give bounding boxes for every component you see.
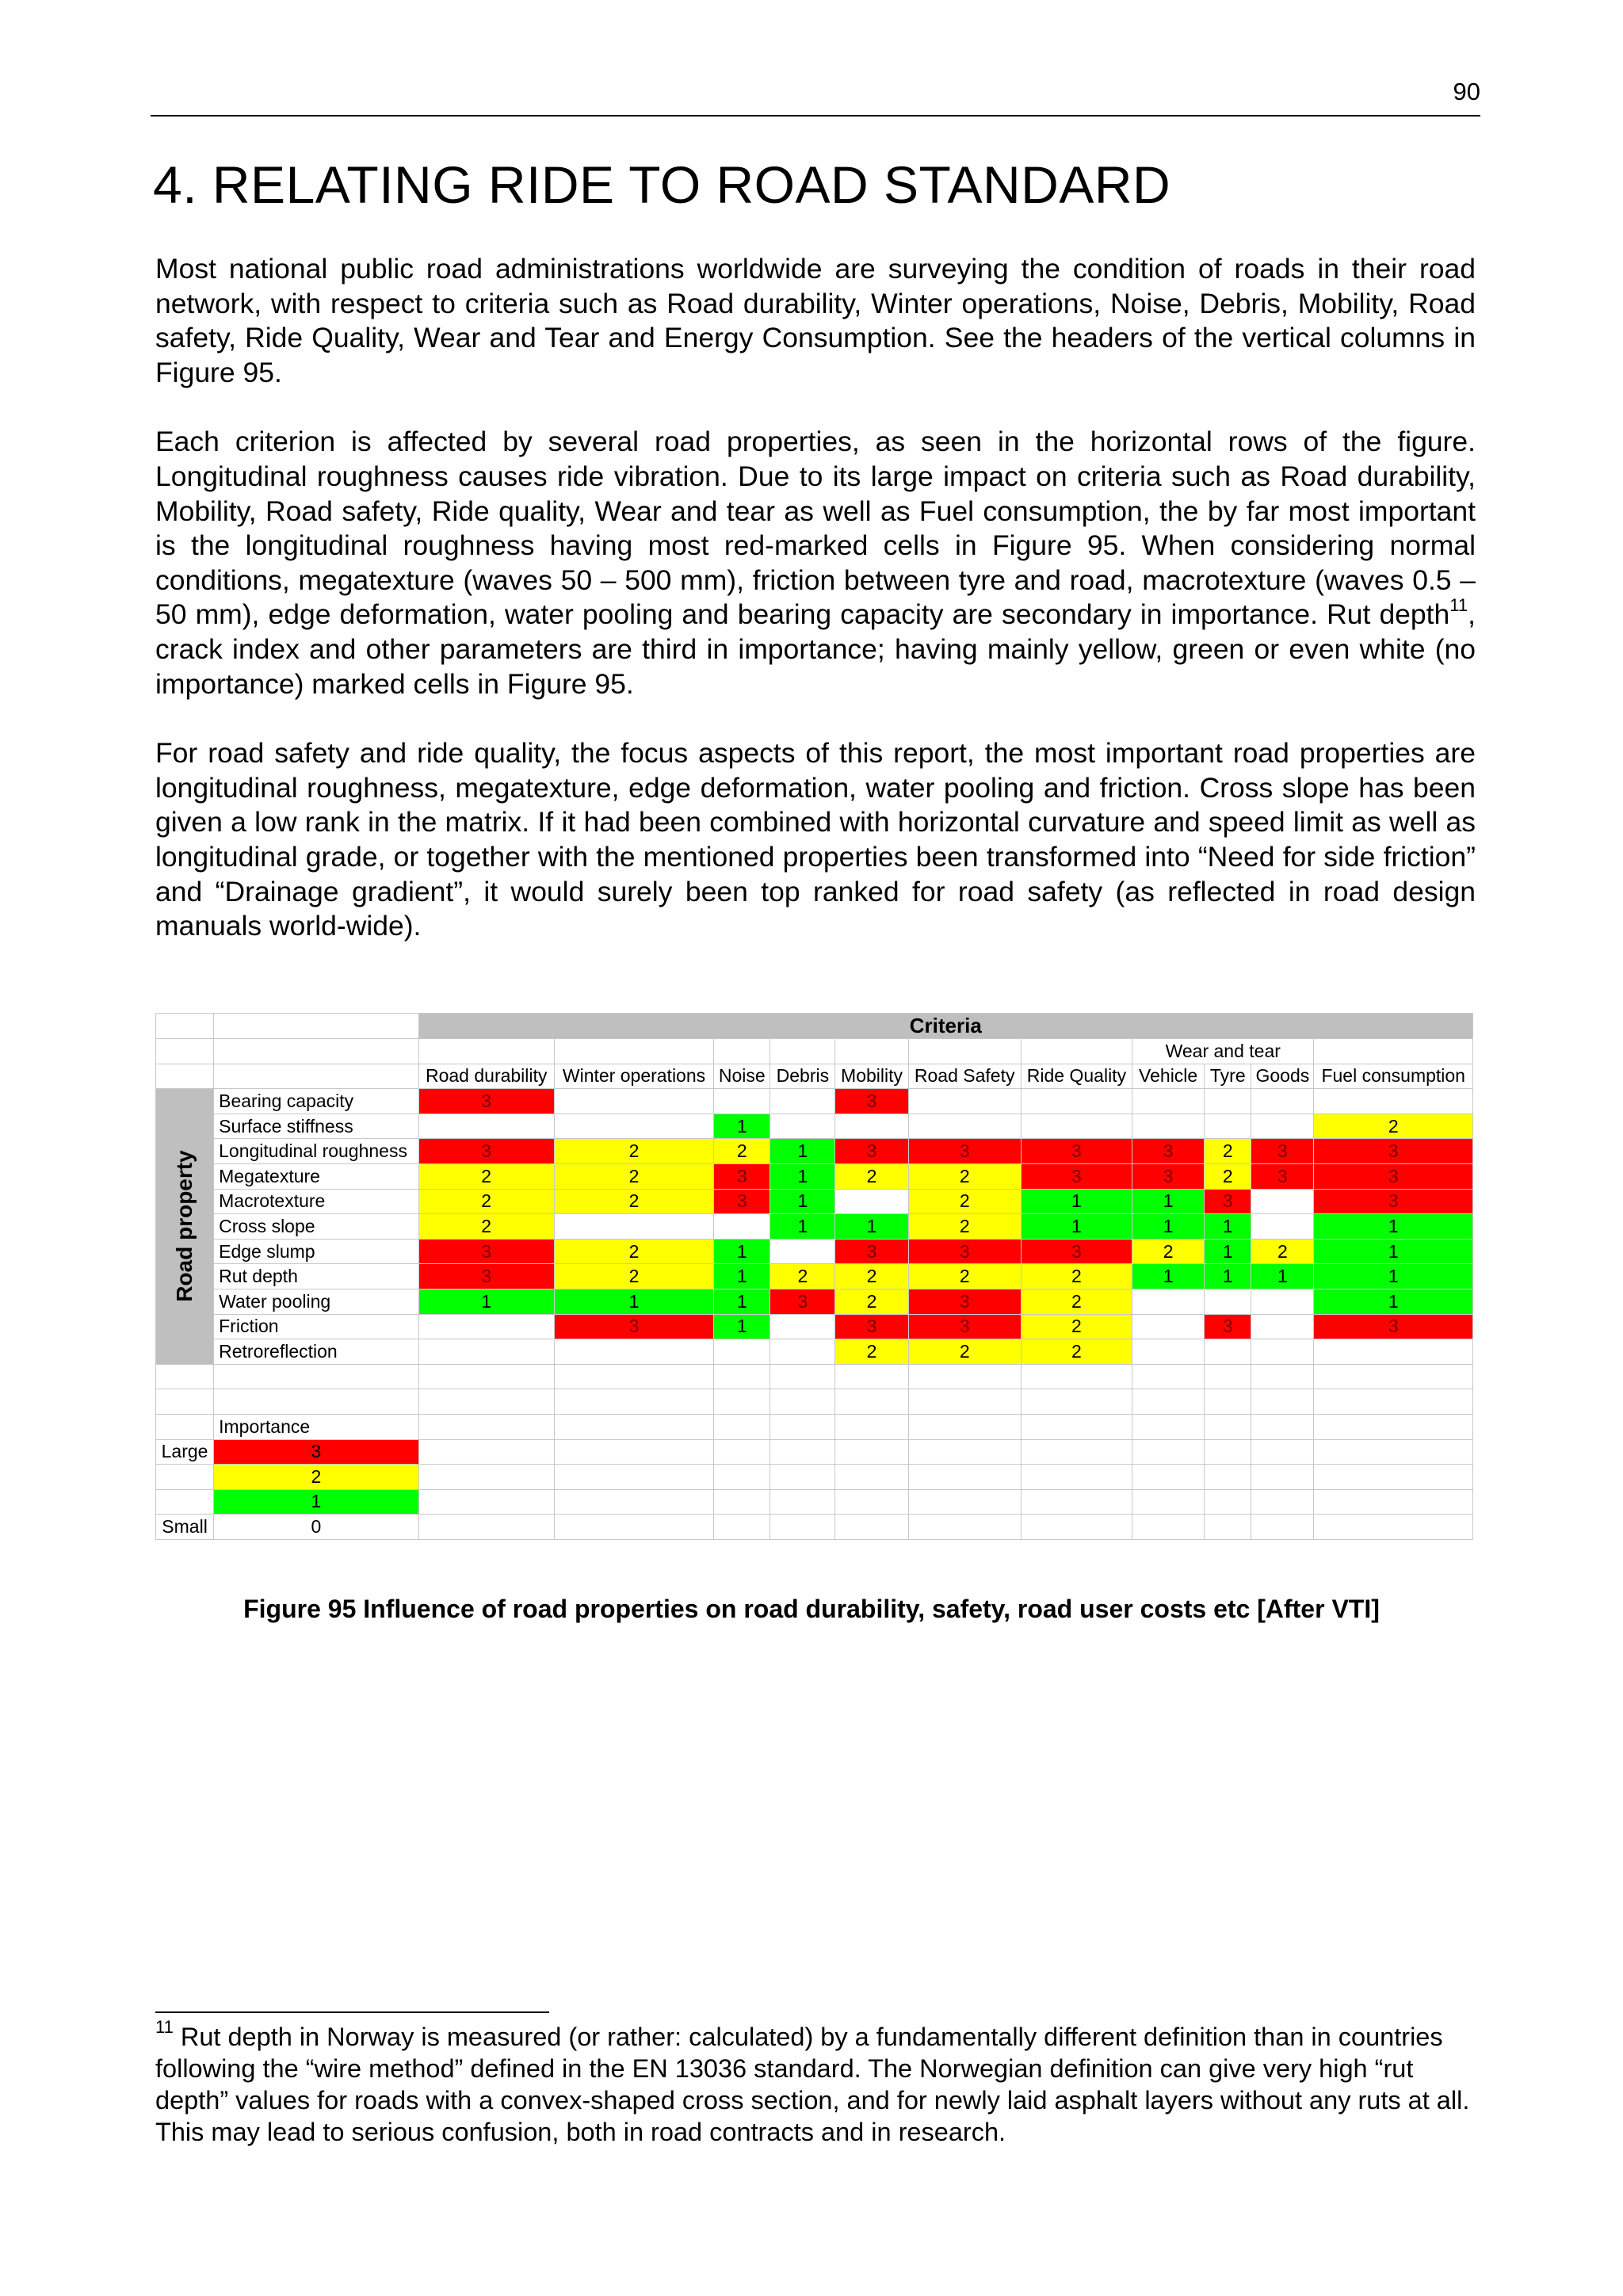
- matrix-cell: 3: [1132, 1139, 1205, 1164]
- matrix-cell: 3: [418, 1089, 554, 1114]
- matrix-cell: [1251, 1114, 1314, 1139]
- matrix-cell: 2: [554, 1189, 713, 1214]
- matrix-cell: 3: [418, 1264, 554, 1289]
- empty-cell: [554, 1465, 713, 1490]
- matrix-cell: [835, 1189, 908, 1214]
- paragraph-2-part-a: Each criterion is affected by several road properties, as seen in the horizontal rows of the figure. Longitudinal roughness causes ride vibration. Due to its large impact on criteria such as Road durability, Mobility, Road safety, Ride quality, Wear and tear as well as Fuel consumption, the by far most important is the longitudinal roughness having most red-marked cells in Figure 95. When considering normal conditions, megatexture (waves 50 – 500 mm), friction between tyre and road, macrotexture (waves 0.5 – 50 mm), edge deformation, water pooling and bearing capacity are secondary in importance. Rut depth: [155, 426, 1476, 631]
- matrix-cell: 2: [908, 1264, 1021, 1289]
- empty-cell: [770, 1465, 835, 1490]
- empty-cell: [156, 1014, 214, 1039]
- empty-cell: [714, 1039, 770, 1064]
- empty-cell: [1314, 1515, 1473, 1540]
- empty-cell: [1132, 1515, 1205, 1540]
- empty-cell: [908, 1389, 1021, 1415]
- empty-cell: [1251, 1414, 1314, 1439]
- matrix-cell: 3: [908, 1314, 1021, 1339]
- empty-cell: [1132, 1389, 1205, 1415]
- matrix-cell: [1132, 1089, 1205, 1114]
- matrix-cell: 3: [1251, 1139, 1314, 1164]
- empty-cell: [714, 1364, 770, 1389]
- matrix-cell: 3: [908, 1289, 1021, 1314]
- column-header: Road durability: [418, 1064, 554, 1089]
- column-header: Fuel consumption: [1314, 1064, 1473, 1089]
- header-rule: [151, 115, 1480, 117]
- matrix-cell: 3: [714, 1163, 770, 1189]
- empty-cell: [1021, 1439, 1132, 1465]
- footnote: [155, 2017, 1476, 2148]
- matrix-cell: 2: [908, 1163, 1021, 1189]
- matrix-cell: [554, 1089, 713, 1114]
- matrix-cell: 1: [1205, 1239, 1251, 1264]
- importance-matrix: [155, 1013, 1473, 1540]
- legend-title: Importance: [214, 1414, 418, 1439]
- empty-cell: [554, 1515, 713, 1540]
- legend-swatch: 0: [214, 1515, 418, 1540]
- matrix-cell: 1: [770, 1139, 835, 1164]
- empty-cell: [214, 1039, 418, 1064]
- empty-cell: [214, 1364, 418, 1389]
- matrix-cell: 3: [835, 1239, 908, 1264]
- row-label: Longitudinal roughness: [214, 1139, 418, 1164]
- matrix-cell: 2: [554, 1139, 713, 1164]
- empty-cell: [1314, 1364, 1473, 1389]
- empty-cell: [908, 1465, 1021, 1490]
- table-row: [156, 1339, 1473, 1365]
- empty-cell: [156, 1389, 214, 1415]
- matrix-cell: 1: [714, 1239, 770, 1264]
- legend-title-row: [156, 1414, 1473, 1439]
- empty-cell: [835, 1039, 908, 1064]
- matrix-cell: 3: [1205, 1189, 1251, 1214]
- matrix-cell: [418, 1114, 554, 1139]
- paragraph-2-part-b: , crack index and other parameters are third in importance; having mainly yellow, green or even white (no importance) marked cells in Figure 95.: [155, 598, 1476, 700]
- empty-cell: [1251, 1389, 1314, 1415]
- legend-row: [156, 1465, 1473, 1490]
- empty-cell: [1251, 1515, 1314, 1540]
- matrix-cell: 2: [1132, 1239, 1205, 1264]
- matrix-cell: [1205, 1289, 1251, 1314]
- matrix-cell: [1021, 1089, 1132, 1114]
- matrix-cell: 3: [908, 1139, 1021, 1164]
- table-row: [156, 1264, 1473, 1289]
- matrix-cell: [1314, 1339, 1473, 1365]
- matrix-cell: 3: [1021, 1239, 1132, 1264]
- empty-cell: [1132, 1465, 1205, 1490]
- matrix-cell: 1: [1314, 1214, 1473, 1240]
- empty-cell: [714, 1414, 770, 1439]
- matrix-cell: [1251, 1189, 1314, 1214]
- matrix-cell: 3: [1132, 1163, 1205, 1189]
- empty-cell: [1132, 1364, 1205, 1389]
- empty-cell: [554, 1039, 713, 1064]
- matrix-cell: [554, 1214, 713, 1240]
- empty-cell: [1314, 1439, 1473, 1465]
- empty-cell: [770, 1414, 835, 1439]
- page-number: 90: [1453, 78, 1480, 105]
- legend-row: [156, 1439, 1473, 1465]
- table-row: [156, 1089, 1473, 1114]
- empty-cell: [908, 1039, 1021, 1064]
- legend-row: [156, 1489, 1473, 1515]
- empty-cell: [156, 1414, 214, 1439]
- empty-cell: [1314, 1465, 1473, 1490]
- empty-cell: [1021, 1489, 1132, 1515]
- row-label: Cross slope: [214, 1214, 418, 1240]
- matrix-cell: 3: [418, 1139, 554, 1164]
- matrix-cell: 3: [418, 1239, 554, 1264]
- empty-cell: [156, 1064, 214, 1089]
- empty-cell: [1314, 1389, 1473, 1415]
- empty-cell: [554, 1414, 713, 1439]
- matrix-cell: [1132, 1289, 1205, 1314]
- empty-cell: [770, 1039, 835, 1064]
- matrix-cell: [418, 1339, 554, 1365]
- matrix-cell: [908, 1114, 1021, 1139]
- matrix-cell: 2: [418, 1189, 554, 1214]
- matrix-cell: 3: [554, 1314, 713, 1339]
- matrix-cell: [1251, 1314, 1314, 1339]
- empty-cell: [714, 1389, 770, 1415]
- empty-cell: [770, 1489, 835, 1515]
- matrix-cell: 2: [714, 1139, 770, 1164]
- empty-cell: [1132, 1489, 1205, 1515]
- empty-cell: [214, 1014, 418, 1039]
- legend-swatch: 2: [214, 1465, 418, 1490]
- empty-cell: [835, 1364, 908, 1389]
- empty-cell: [908, 1515, 1021, 1540]
- table-row: [156, 1214, 1473, 1240]
- column-header: Road Safety: [908, 1064, 1021, 1089]
- empty-cell: [418, 1515, 554, 1540]
- empty-cell: [554, 1364, 713, 1389]
- empty-cell: [1205, 1489, 1251, 1515]
- matrix-cell: 2: [1021, 1264, 1132, 1289]
- legend-swatch: 3: [214, 1439, 418, 1465]
- empty-cell: [1021, 1389, 1132, 1415]
- matrix-cell: 3: [1251, 1163, 1314, 1189]
- matrix-cell: [908, 1089, 1021, 1114]
- matrix-cell: [1132, 1114, 1205, 1139]
- matrix-cell: 2: [1021, 1314, 1132, 1339]
- criteria-heading: Criteria: [418, 1014, 1472, 1039]
- table-row: [156, 1239, 1473, 1264]
- matrix-cell: [554, 1339, 713, 1365]
- matrix-cell: 1: [1251, 1264, 1314, 1289]
- empty-cell: [156, 1364, 214, 1389]
- table-row: [156, 1314, 1473, 1339]
- empty-cell: [1021, 1515, 1132, 1540]
- section-title: 4. RELATING RIDE TO ROAD STANDARD: [153, 155, 1171, 214]
- matrix-cell: 1: [418, 1289, 554, 1314]
- empty-cell: [770, 1389, 835, 1415]
- matrix-cell: 1: [1314, 1264, 1473, 1289]
- matrix-cell: 2: [770, 1264, 835, 1289]
- matrix-cell: 3: [714, 1189, 770, 1214]
- row-label: Macrotexture: [214, 1189, 418, 1214]
- empty-cell: [770, 1439, 835, 1465]
- matrix-cell: [1021, 1114, 1132, 1139]
- row-label: Surface stiffness: [214, 1114, 418, 1139]
- matrix-cell: 2: [1205, 1139, 1251, 1164]
- empty-cell: [418, 1439, 554, 1465]
- matrix-cell: 3: [908, 1239, 1021, 1264]
- column-header: Tyre: [1205, 1064, 1251, 1089]
- matrix-cell: 1: [770, 1189, 835, 1214]
- matrix-cell: 2: [908, 1189, 1021, 1214]
- row-label: Megatexture: [214, 1163, 418, 1189]
- matrix-cell: [714, 1214, 770, 1240]
- matrix-cell: 1: [770, 1163, 835, 1189]
- matrix-cell: [1314, 1089, 1473, 1114]
- empty-cell: [908, 1414, 1021, 1439]
- footnote-mark: 11: [155, 2017, 174, 2038]
- empty-cell: [418, 1389, 554, 1415]
- matrix-cell: [1205, 1114, 1251, 1139]
- matrix-cell: 2: [908, 1214, 1021, 1240]
- matrix-cell: [1132, 1314, 1205, 1339]
- empty-cell: [1205, 1439, 1251, 1465]
- road-property-text: Road property: [172, 1150, 197, 1303]
- table-row: [156, 1189, 1473, 1214]
- matrix-cell: 1: [1314, 1289, 1473, 1314]
- footnote-rule: [155, 2011, 549, 2013]
- footnote-ref[interactable]: 11: [1449, 594, 1468, 615]
- empty-cell: [1205, 1515, 1251, 1540]
- column-header: Vehicle: [1132, 1064, 1205, 1089]
- paragraph-1: Most national public road administrations worldwide are surveying the condition of roads in their road network, with respect to criteria such as Road durability, Winter operations, Noise, Debris, Mobility, Road safety, Ride Quality, Wear and Tear and Energy Consumption. See the headers of the vertical columns in Figure 95.: [155, 253, 1476, 388]
- empty-cell: [714, 1439, 770, 1465]
- column-header: Ride Quality: [1021, 1064, 1132, 1089]
- empty-cell: [835, 1465, 908, 1490]
- paragraph-3: For road safety and ride quality, the focus aspects of this report, the most important road properties are longitudinal roughness, megatexture, edge deformation, water pooling and friction. Cross slope has been given a low rank in the matrix. If it had been combined with horizontal curvature and speed limit as well as longitudinal grade, or together with the mentioned properties been transformed into “Need for side friction” and “Drainage gradient”, it would surely been top ranked for road safety (as reflected in road design manuals world-wide).: [155, 737, 1476, 942]
- matrix-cell: 2: [554, 1264, 713, 1289]
- matrix-cell: [714, 1089, 770, 1114]
- matrix-cell: 2: [418, 1214, 554, 1240]
- empty-cell: [1314, 1414, 1473, 1439]
- column-header: Goods: [1251, 1064, 1314, 1089]
- column-header: Winter operations: [554, 1064, 713, 1089]
- empty-cell: [554, 1389, 713, 1415]
- matrix-cell: 2: [1251, 1239, 1314, 1264]
- matrix-cell: 1: [835, 1214, 908, 1240]
- empty-cell: [1021, 1414, 1132, 1439]
- matrix-cell: [770, 1314, 835, 1339]
- empty-cell: [1132, 1414, 1205, 1439]
- empty-cell: [1205, 1364, 1251, 1389]
- empty-cell: [418, 1489, 554, 1515]
- empty-cell: [554, 1439, 713, 1465]
- row-label: Rut depth: [214, 1264, 418, 1289]
- empty-cell: [1314, 1489, 1473, 1515]
- matrix-cell: 2: [418, 1163, 554, 1189]
- empty-cell: [908, 1364, 1021, 1389]
- matrix-cell: 2: [554, 1239, 713, 1264]
- matrix-cell: 3: [770, 1289, 835, 1314]
- matrix-cell: [418, 1314, 554, 1339]
- empty-cell: [1021, 1465, 1132, 1490]
- matrix-cell: 2: [908, 1339, 1021, 1365]
- matrix-cell: 1: [1132, 1214, 1205, 1240]
- matrix-cell: 1: [1132, 1189, 1205, 1214]
- wear-header-row: [156, 1039, 1473, 1064]
- empty-cell: [714, 1515, 770, 1540]
- matrix-cell: 3: [1021, 1139, 1132, 1164]
- road-property-label: [156, 1089, 214, 1365]
- empty-cell: [1021, 1364, 1132, 1389]
- empty-row: [156, 1389, 1473, 1415]
- matrix-cell: 2: [1205, 1163, 1251, 1189]
- empty-cell: [835, 1515, 908, 1540]
- legend-swatch: 1: [214, 1489, 418, 1515]
- matrix-cell: 2: [835, 1264, 908, 1289]
- matrix-cell: 3: [1314, 1163, 1473, 1189]
- empty-cell: [714, 1489, 770, 1515]
- matrix-cell: [770, 1089, 835, 1114]
- matrix-cell: 1: [714, 1289, 770, 1314]
- empty-cell: [908, 1489, 1021, 1515]
- row-label: Friction: [214, 1314, 418, 1339]
- matrix-cell: 2: [835, 1289, 908, 1314]
- matrix-cell: [714, 1339, 770, 1365]
- empty-row: [156, 1364, 1473, 1389]
- empty-cell: [418, 1039, 554, 1064]
- row-label: Bearing capacity: [214, 1089, 418, 1114]
- matrix-cell: 1: [714, 1264, 770, 1289]
- matrix-cell: [1205, 1339, 1251, 1365]
- legend-large-label: Large: [156, 1439, 214, 1465]
- empty-cell: [1132, 1439, 1205, 1465]
- column-header-row: [156, 1064, 1473, 1089]
- paragraph-2: [155, 425, 1476, 701]
- empty-cell: [908, 1439, 1021, 1465]
- matrix-cell: 1: [714, 1314, 770, 1339]
- matrix-cell: [1251, 1289, 1314, 1314]
- row-label: Edge slump: [214, 1239, 418, 1264]
- legend-row: [156, 1515, 1473, 1540]
- matrix-cell: 3: [1314, 1314, 1473, 1339]
- empty-cell: [1021, 1039, 1132, 1064]
- matrix-cell: 3: [1314, 1139, 1473, 1164]
- matrix-cell: 3: [1021, 1163, 1132, 1189]
- empty-cell: [770, 1515, 835, 1540]
- empty-cell: [214, 1389, 418, 1415]
- table-row: [156, 1163, 1473, 1189]
- matrix-cell: [770, 1239, 835, 1264]
- matrix-cell: [770, 1339, 835, 1365]
- legend-side-label: [156, 1489, 214, 1515]
- matrix-cell: 3: [1314, 1189, 1473, 1214]
- matrix-cell: [770, 1114, 835, 1139]
- criteria-header-row: [156, 1014, 1473, 1039]
- matrix-cell: 3: [835, 1089, 908, 1114]
- table-row: [156, 1289, 1473, 1314]
- empty-cell: [1251, 1364, 1314, 1389]
- matrix-cell: 2: [554, 1163, 713, 1189]
- empty-cell: [835, 1414, 908, 1439]
- empty-cell: [1251, 1489, 1314, 1515]
- empty-cell: [1205, 1389, 1251, 1415]
- matrix-cell: 1: [1021, 1189, 1132, 1214]
- matrix-cell: 2: [1021, 1339, 1132, 1365]
- empty-cell: [418, 1414, 554, 1439]
- matrix-cell: 2: [835, 1163, 908, 1189]
- empty-cell: [835, 1439, 908, 1465]
- empty-cell: [418, 1465, 554, 1490]
- matrix-cell: 1: [1205, 1264, 1251, 1289]
- table-row: [156, 1139, 1473, 1164]
- matrix-cell: 1: [1132, 1264, 1205, 1289]
- matrix-cell: 1: [1314, 1239, 1473, 1264]
- matrix-cell: 1: [1021, 1214, 1132, 1240]
- matrix-cell: 3: [835, 1314, 908, 1339]
- row-label: Retroreflection: [214, 1339, 418, 1365]
- matrix-cell: 2: [1021, 1289, 1132, 1314]
- column-header: Noise: [714, 1064, 770, 1089]
- empty-cell: [714, 1465, 770, 1490]
- row-label: Water pooling: [214, 1289, 418, 1314]
- matrix-cell: 1: [770, 1214, 835, 1240]
- body-text: [155, 252, 1476, 979]
- column-header: Debris: [770, 1064, 835, 1089]
- matrix-cell: 3: [835, 1139, 908, 1164]
- column-header: Mobility: [835, 1064, 908, 1089]
- matrix-cell: 3: [1205, 1314, 1251, 1339]
- matrix-cell: [835, 1114, 908, 1139]
- matrix-cell: [1251, 1214, 1314, 1240]
- matrix-cell: [1132, 1339, 1205, 1365]
- matrix-cell: [1251, 1339, 1314, 1365]
- matrix-cell: 1: [554, 1289, 713, 1314]
- empty-cell: [156, 1039, 214, 1064]
- empty-cell: [1251, 1465, 1314, 1490]
- empty-cell: [1314, 1039, 1473, 1064]
- empty-cell: [770, 1364, 835, 1389]
- matrix-cell: 1: [1205, 1214, 1251, 1240]
- footnote-text: Rut depth in Norway is measured (or rather: calculated) by a fundamentally different definition than in countries following the “wire method” defined in the EN 13036 standard. The Norwegian definition can give very high “rut depth” values for roads with a convex-shaped cross section, and for newly laid asphalt layers without any ruts at all. This may lead to serious confusion, both in road contracts and in research.: [155, 2023, 1470, 2146]
- empty-cell: [1205, 1465, 1251, 1490]
- empty-cell: [418, 1364, 554, 1389]
- table-row: [156, 1114, 1473, 1139]
- empty-cell: [1251, 1439, 1314, 1465]
- empty-cell: [835, 1389, 908, 1415]
- matrix-cell: [1205, 1089, 1251, 1114]
- empty-cell: [835, 1489, 908, 1515]
- matrix-cell: 2: [835, 1339, 908, 1365]
- wear-and-tear-heading: Wear and tear: [1132, 1039, 1314, 1064]
- figure-caption: Figure 95 Influence of road properties on road durability, safety, road user costs etc [After VTI]: [243, 1595, 1380, 1623]
- legend-side-label: [156, 1465, 214, 1490]
- legend-small-label: Small: [156, 1515, 214, 1540]
- empty-cell: [1205, 1414, 1251, 1439]
- empty-cell: [554, 1489, 713, 1515]
- matrix-cell: 1: [714, 1114, 770, 1139]
- matrix-cell: 2: [1314, 1114, 1473, 1139]
- empty-cell: [214, 1064, 418, 1089]
- matrix-cell: [554, 1114, 713, 1139]
- matrix-cell: [1251, 1089, 1314, 1114]
